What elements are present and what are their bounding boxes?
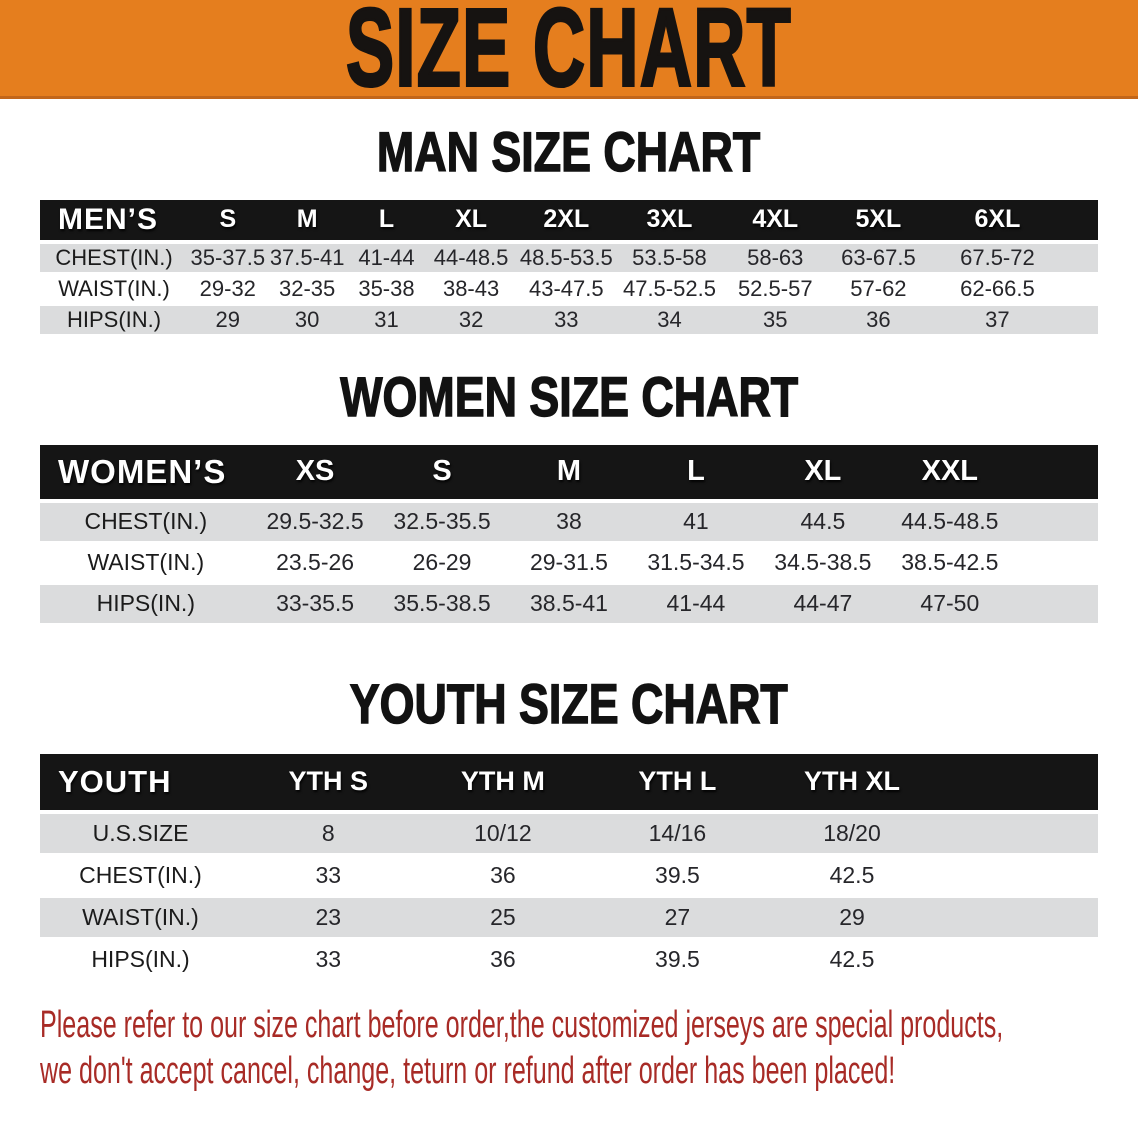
column-header: 2XL	[516, 200, 617, 244]
size-cell: 38.5-41	[506, 585, 633, 626]
size-cell: 35-38	[347, 275, 426, 306]
row-label: CHEST(IN.)	[40, 244, 188, 275]
size-cell: 41-44	[632, 585, 759, 626]
women-size-table	[40, 445, 1098, 626]
size-cell: 38-43	[426, 275, 516, 306]
size-cell: 30	[267, 306, 346, 337]
row-label: CHEST(IN.)	[40, 503, 252, 544]
size-cell: 35	[722, 306, 828, 337]
youth-waist-row	[40, 898, 1098, 940]
size-cell: 47.5-52.5	[617, 275, 723, 306]
size-chart-banner	[0, 0, 1138, 109]
table-title-cell: YOUTH	[40, 754, 241, 814]
spacer-cell	[1066, 275, 1098, 306]
size-cell: 43-47.5	[516, 275, 617, 306]
size-cell: 37	[929, 306, 1067, 337]
column-header: 5XL	[828, 200, 929, 244]
size-cell: 44.5-48.5	[886, 503, 1013, 544]
women-section-title: WOMEN SIZE CHART	[340, 364, 798, 428]
size-cell: 48.5-53.5	[516, 244, 617, 275]
men-chest-row	[40, 244, 1098, 275]
size-cell: 58-63	[722, 244, 828, 275]
size-cell: 38	[506, 503, 633, 544]
size-cell: 33-35.5	[252, 585, 379, 626]
youth-table-header-row	[40, 754, 1098, 814]
spacer-cell	[1066, 200, 1098, 244]
size-cell: 33	[241, 940, 416, 982]
size-cell: 32-35	[267, 275, 346, 306]
spacer-cell	[1013, 445, 1098, 503]
youth-chest-row	[40, 856, 1098, 898]
youth-hips-row	[40, 940, 1098, 982]
column-header: L	[632, 445, 759, 503]
men-size-chart-section	[0, 120, 1138, 337]
size-cell: 23.5-26	[252, 544, 379, 585]
column-header: YTH L	[590, 754, 765, 814]
column-header: M	[267, 200, 346, 244]
column-header: S	[188, 200, 267, 244]
size-cell: 62-66.5	[929, 275, 1067, 306]
size-cell: 37.5-41	[267, 244, 346, 275]
footer-line-1: Please refer to our size chart before order,the customized jerseys are special products,	[40, 1003, 1004, 1046]
spacer-cell	[1013, 585, 1098, 626]
size-cell: 41	[632, 503, 759, 544]
men-table-header-row	[40, 200, 1098, 244]
column-header: S	[379, 445, 506, 503]
size-cell: 44-48.5	[426, 244, 516, 275]
size-cell: 29-31.5	[506, 544, 633, 585]
size-cell: 32.5-35.5	[379, 503, 506, 544]
spacer-cell	[939, 898, 1098, 940]
row-label: WAIST(IN.)	[40, 275, 188, 306]
youth-size-chart-section	[0, 671, 1138, 982]
size-cell: 26-29	[379, 544, 506, 585]
size-cell: 36	[416, 856, 591, 898]
size-cell: 8	[241, 814, 416, 856]
size-cell: 53.5-58	[617, 244, 723, 275]
size-cell: 41-44	[347, 244, 426, 275]
column-header: YTH XL	[765, 754, 940, 814]
size-cell: 35.5-38.5	[379, 585, 506, 626]
table-title-cell: WOMEN’S	[40, 445, 252, 503]
size-cell: 25	[416, 898, 591, 940]
size-cell: 44-47	[759, 585, 886, 626]
size-cell: 29-32	[188, 275, 267, 306]
spacer-cell	[939, 754, 1098, 814]
size-cell: 29	[765, 898, 940, 940]
size-cell: 44.5	[759, 503, 886, 544]
size-cell: 29	[188, 306, 267, 337]
size-cell: 39.5	[590, 856, 765, 898]
men-size-table	[40, 200, 1098, 337]
size-cell: 33	[516, 306, 617, 337]
spacer-cell	[939, 940, 1098, 982]
row-label: WAIST(IN.)	[40, 898, 241, 940]
men-section-title: MAN SIZE CHART	[377, 120, 761, 183]
size-cell: 39.5	[590, 940, 765, 982]
size-cell: 34.5-38.5	[759, 544, 886, 585]
women-size-chart-section	[0, 364, 1138, 626]
row-label: HIPS(IN.)	[40, 940, 241, 982]
size-cell: 18/20	[765, 814, 940, 856]
youth-section-title: YOUTH SIZE CHART	[349, 671, 789, 735]
size-cell: 42.5	[765, 940, 940, 982]
footer-line-2: we don't accept cancel, change, teturn or refund after order has been placed!	[40, 1049, 896, 1092]
size-cell: 31	[347, 306, 426, 337]
size-cell: 34	[617, 306, 723, 337]
size-cell: 10/12	[416, 814, 591, 856]
spacer-cell	[1013, 503, 1098, 544]
footer-note	[40, 1002, 1138, 1094]
column-header: XL	[426, 200, 516, 244]
spacer-cell	[1066, 306, 1098, 337]
row-label: U.S.SIZE	[40, 814, 241, 856]
women-waist-row	[40, 544, 1098, 585]
row-label: WAIST(IN.)	[40, 544, 252, 585]
row-label: HIPS(IN.)	[40, 585, 252, 626]
size-cell: 47-50	[886, 585, 1013, 626]
column-header: 4XL	[722, 200, 828, 244]
table-title-cell: MEN’S	[40, 200, 188, 244]
youth-size-table	[40, 754, 1098, 982]
spacer-cell	[1013, 544, 1098, 585]
column-header: YTH M	[416, 754, 591, 814]
size-cell: 32	[426, 306, 516, 337]
column-header: YTH S	[241, 754, 416, 814]
men-hips-row	[40, 306, 1098, 337]
size-cell: 36	[828, 306, 929, 337]
size-cell: 33	[241, 856, 416, 898]
size-cell: 42.5	[765, 856, 940, 898]
size-cell: 63-67.5	[828, 244, 929, 275]
size-cell: 29.5-32.5	[252, 503, 379, 544]
size-cell: 23	[241, 898, 416, 940]
row-label: CHEST(IN.)	[40, 856, 241, 898]
spacer-cell	[939, 856, 1098, 898]
men-waist-row	[40, 275, 1098, 306]
women-table-header-row	[40, 445, 1098, 503]
size-cell: 31.5-34.5	[632, 544, 759, 585]
size-cell: 36	[416, 940, 591, 982]
women-hips-row	[40, 585, 1098, 626]
row-label: HIPS(IN.)	[40, 306, 188, 337]
spacer-cell	[939, 814, 1098, 856]
column-header: 3XL	[617, 200, 723, 244]
column-header: XL	[759, 445, 886, 503]
size-cell: 67.5-72	[929, 244, 1067, 275]
column-header: L	[347, 200, 426, 244]
size-cell: 14/16	[590, 814, 765, 856]
size-cell: 57-62	[828, 275, 929, 306]
column-header: XXL	[886, 445, 1013, 503]
youth-us-size-row	[40, 814, 1098, 856]
column-header: XS	[252, 445, 379, 503]
column-header: M	[506, 445, 633, 503]
women-chest-row	[40, 503, 1098, 544]
spacer-cell	[1066, 244, 1098, 275]
size-cell: 35-37.5	[188, 244, 267, 275]
size-cell: 27	[590, 898, 765, 940]
banner-title: SIZE CHART	[345, 0, 793, 109]
size-cell: 52.5-57	[722, 275, 828, 306]
column-header: 6XL	[929, 200, 1067, 244]
size-cell: 38.5-42.5	[886, 544, 1013, 585]
